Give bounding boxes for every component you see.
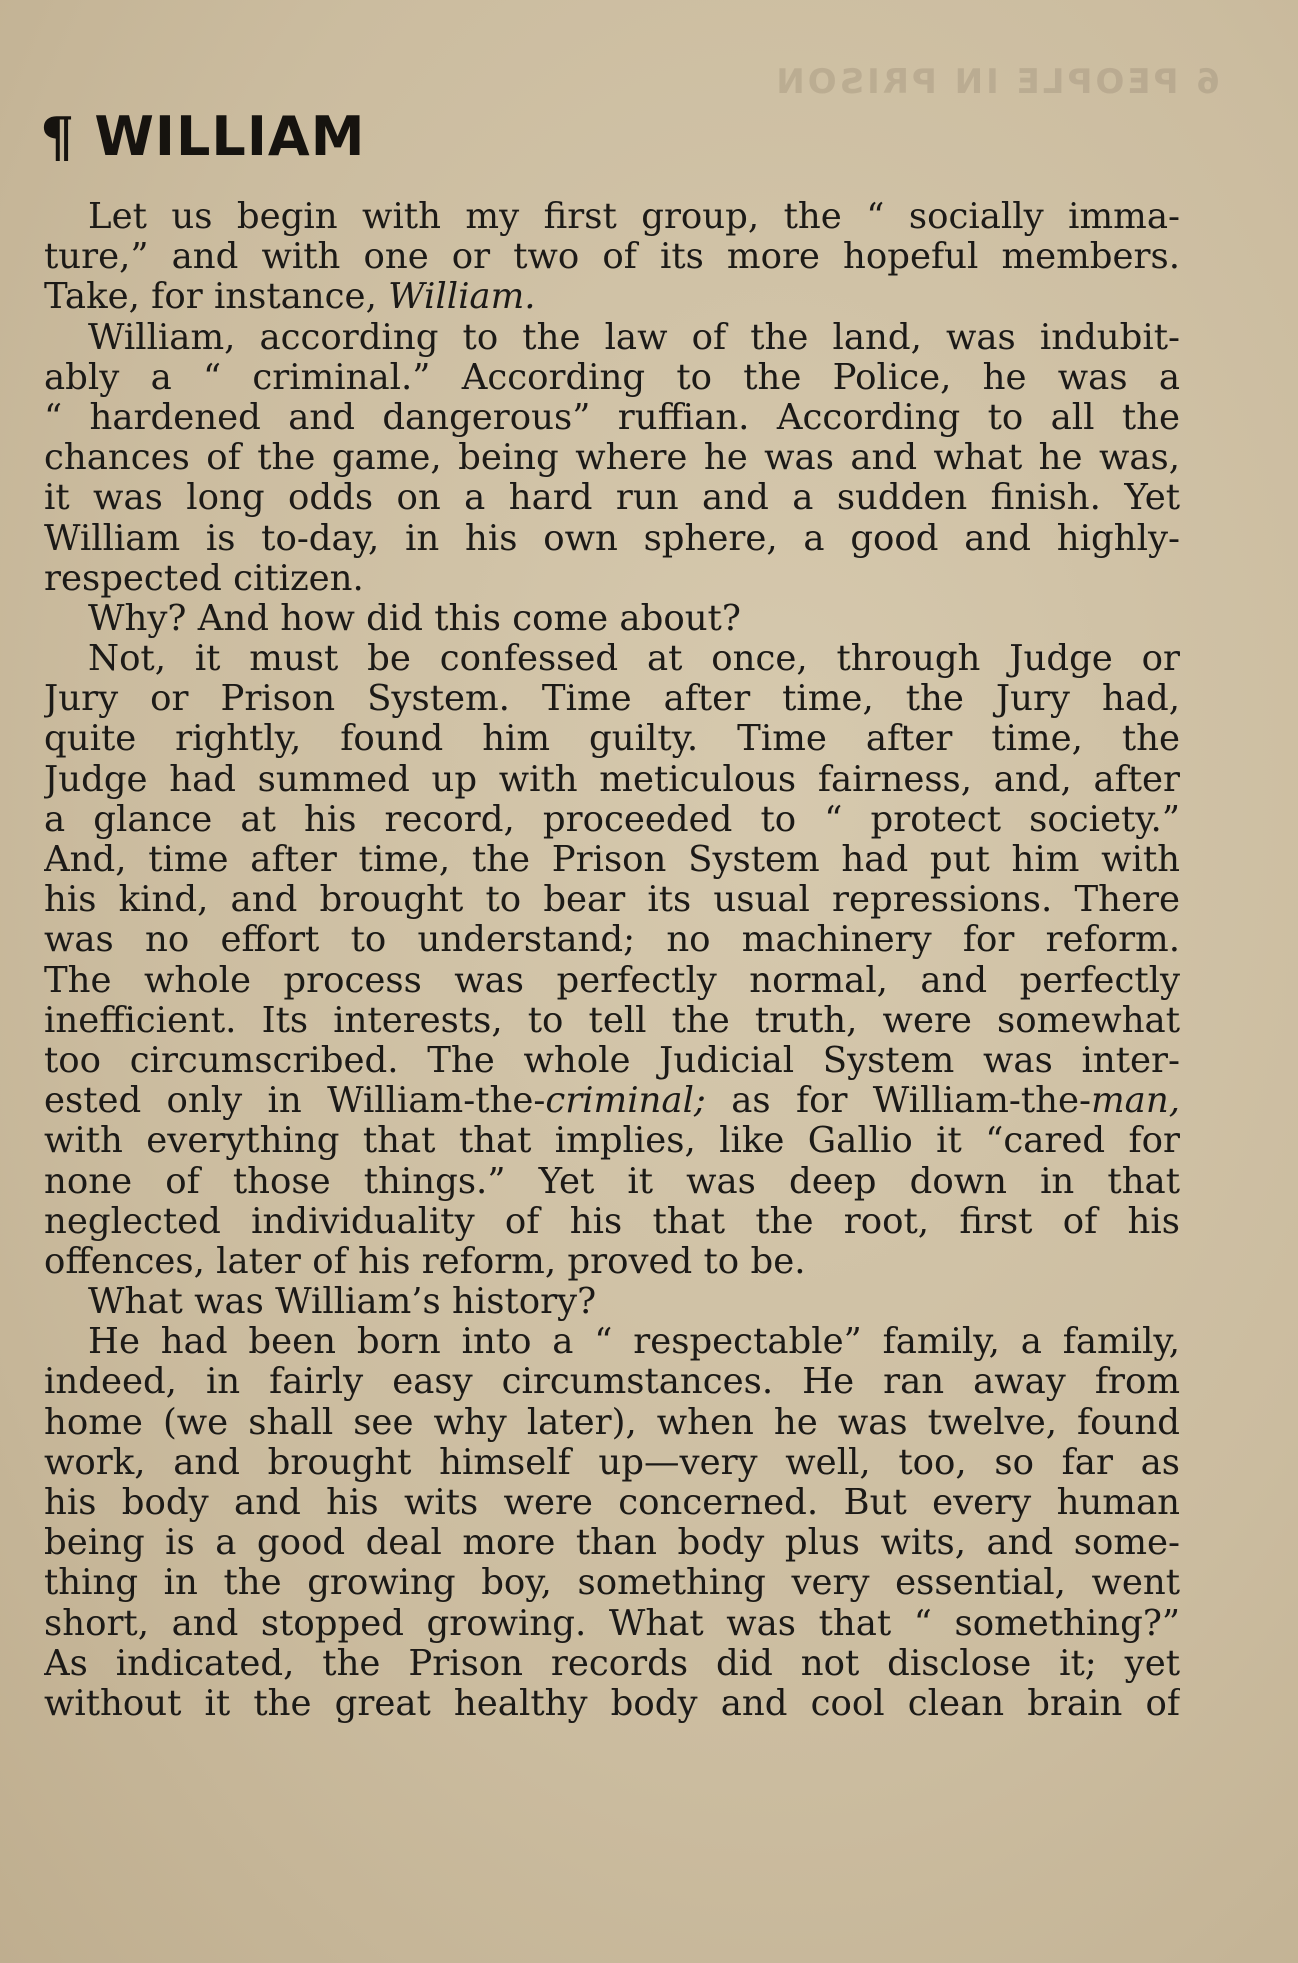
text-line: too circumscribed. The whole Judicial System was inter- [44,1040,1180,1081]
text-line: Judge had summed up with meticulous fairness, and, after [44,759,1180,800]
text-line: none of those things.” Yet it was deep down in that [44,1161,1180,1202]
section-title: WILLIAM [94,105,366,168]
text-line: William, according to the law of the land, was indubit- [88,317,1180,358]
text-line: What was William’s history? [88,1282,597,1323]
text-line-start: Take, for instance, [44,277,389,318]
text-line: Why? And how did this come about? [88,598,741,639]
text-line: with everything that that implies, like Gallio it “cared for [44,1121,1180,1162]
text-line: a glance at his record, proceeded to “ protect society.” [44,799,1180,840]
text-line: home (we shall see why later), when he was twelve, found [44,1402,1180,1443]
text-line: He had been born into a “ respectable” family, a family, [88,1322,1180,1363]
text-line: neglected individuality of his that the root, first of his [44,1201,1180,1242]
text-line: chances of the game, being where he was and what he was, [44,438,1180,479]
pilcrow-icon: ¶ [40,105,75,169]
text-line: indeed, in fairly easy circumstances. He ran away from [44,1362,1180,1403]
text-line [44,277,1180,317]
text-line: offences, later of his reform, proved to be. [44,1241,806,1282]
text-line: As indicated, the Prison records did not disclose it; yet [44,1643,1180,1684]
text-line: William is to-day, in his own sphere, a good and highly- [44,518,1180,559]
text-line: inefficient. Its interests, to tell the truth, were somewhat [44,1000,1180,1041]
text-line [44,1081,1180,1121]
italic-word: man, [1091,1081,1180,1122]
text-line: his body and his wits were concerned. But every human [44,1483,1180,1523]
text-line: was no effort to understand; no machinery for reform. [44,920,1180,961]
italic-name: William. [388,277,536,318]
text-line: Jury or Prison System. Time after time, the Jury had, [44,679,1180,720]
text-line: And, time after time, the Prison System had put him with [44,840,1180,880]
text-line: respected citizen. [44,558,364,599]
text-line: without it the great healthy body and cool clean brain of [44,1683,1180,1724]
text-line: The whole process was perfectly normal, and perfectly [44,960,1180,1001]
text-line: thing in the growing boy, something very essential, went [44,1563,1180,1604]
text-line: Not, it must be confessed at once, through Judge or [88,639,1180,680]
text-line: ture,” and with one or two of its more hopeful members. [44,237,1180,278]
text-line: it was long odds on a hard run and a sudden finish. Yet [44,478,1180,519]
text-line: being is a good deal more than body plus wits, and some- [44,1523,1180,1564]
text-line: work, and brought himself up—very well, too, so far as [44,1442,1180,1483]
text-fragment: as for William-the- [705,1081,1092,1122]
text-fragment: ested only in William-the- [44,1081,546,1122]
italic-word: criminal; [545,1081,706,1122]
text-line: “ hardened and dangerous” ruffian. According to all the [44,397,1180,438]
text-line: his kind, and brought to bear its usual repressions. There [44,880,1180,921]
text-line: ably a “ criminal.” According to the Police, he was a [44,357,1180,398]
text-line: Let us begin with my first group, the “ socially imma- [88,197,1180,237]
text-line: short, and stopped growing. What was that “ something?” [44,1603,1180,1644]
section-heading [40,105,366,169]
text-line: quite rightly, found him guilty. Time after time, the [44,719,1180,760]
bleed-through-header: 6 PEOPLE IN PRISON [773,62,1220,102]
body-text [44,197,1180,1724]
